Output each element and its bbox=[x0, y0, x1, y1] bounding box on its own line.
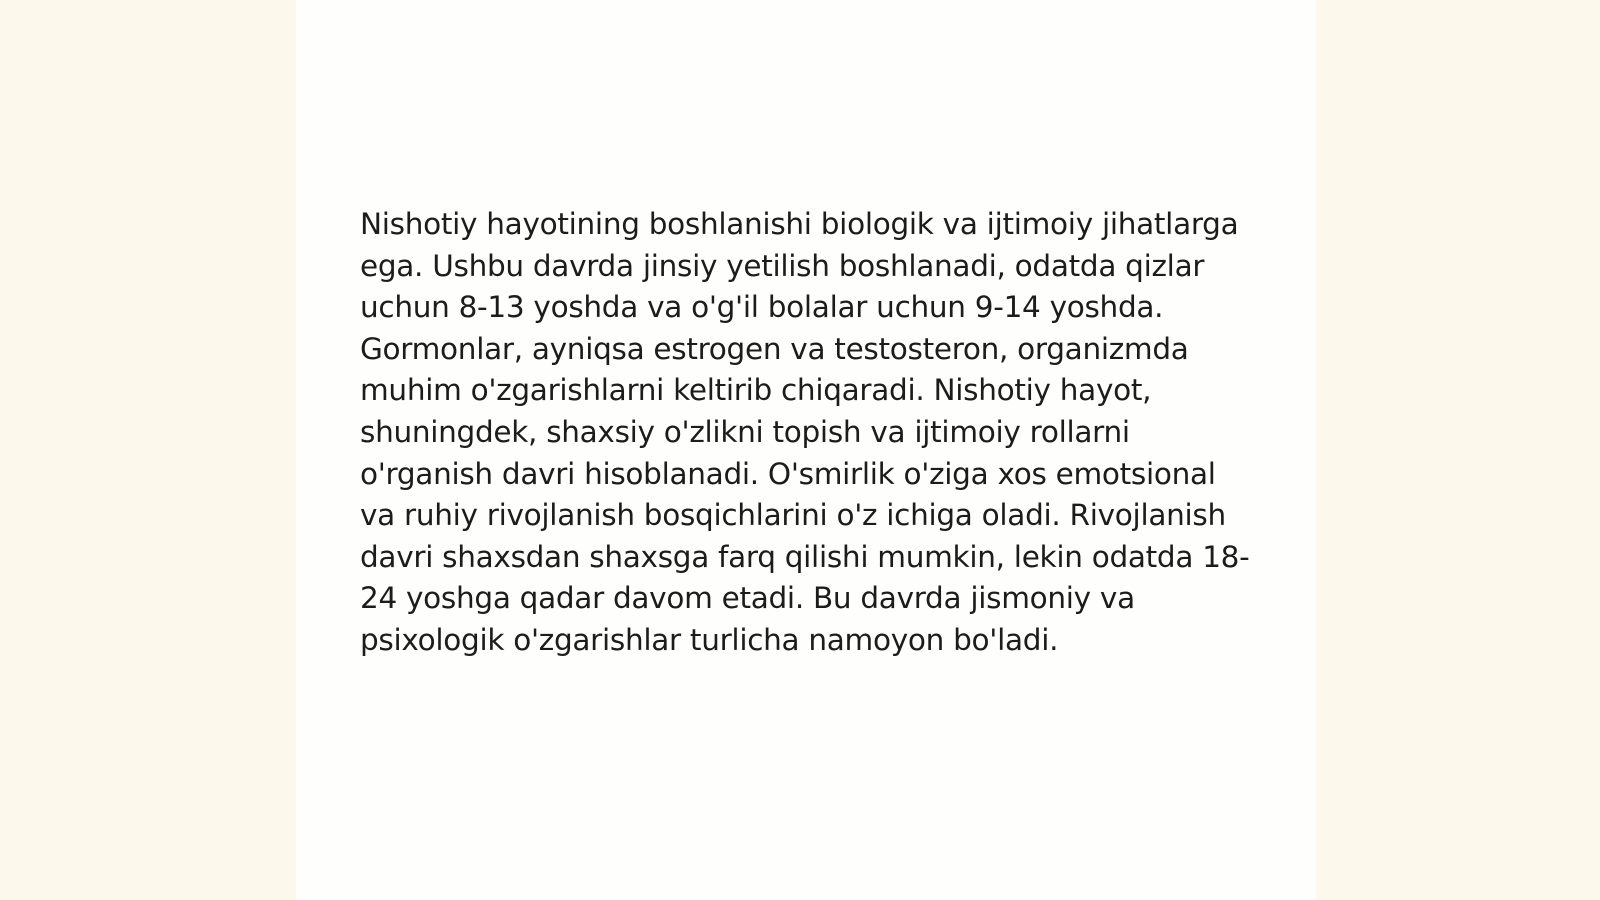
slide-body-text: Nishotiy hayotining boshlanishi biologik va ijtimoiy jihatlarga ega. Ushbu davrda jinsiy yetilish boshlanadi, odatda qizlar uchun 8-13 yoshda va o'g'il bolalar uchun 9-14 yoshda. Gormonlar, ayniqsa estrogen va testosteron, organizmda muhim o'zgarishlarni keltirib chiqaradi. Nishotiy hayot, shuningdek, shaxsiy o'zlikni topish va ijtimoiy rollarni o'rganish davri hisoblanadi. O'smirlik o'ziga xos emotsional va ruhiy rivojlanish bosqichlarini o'z ichiga oladi. Rivojlanish davri shaxsdan shaxsga farq qilishi mumkin, lekin odatda 18-24 yoshga qadar davom etadi. Bu davrda jismoniy va psixologik o'zgarishlar turlicha namoyon bo'ladi. bbox=[360, 207, 1250, 657]
slide bbox=[296, 0, 1316, 900]
